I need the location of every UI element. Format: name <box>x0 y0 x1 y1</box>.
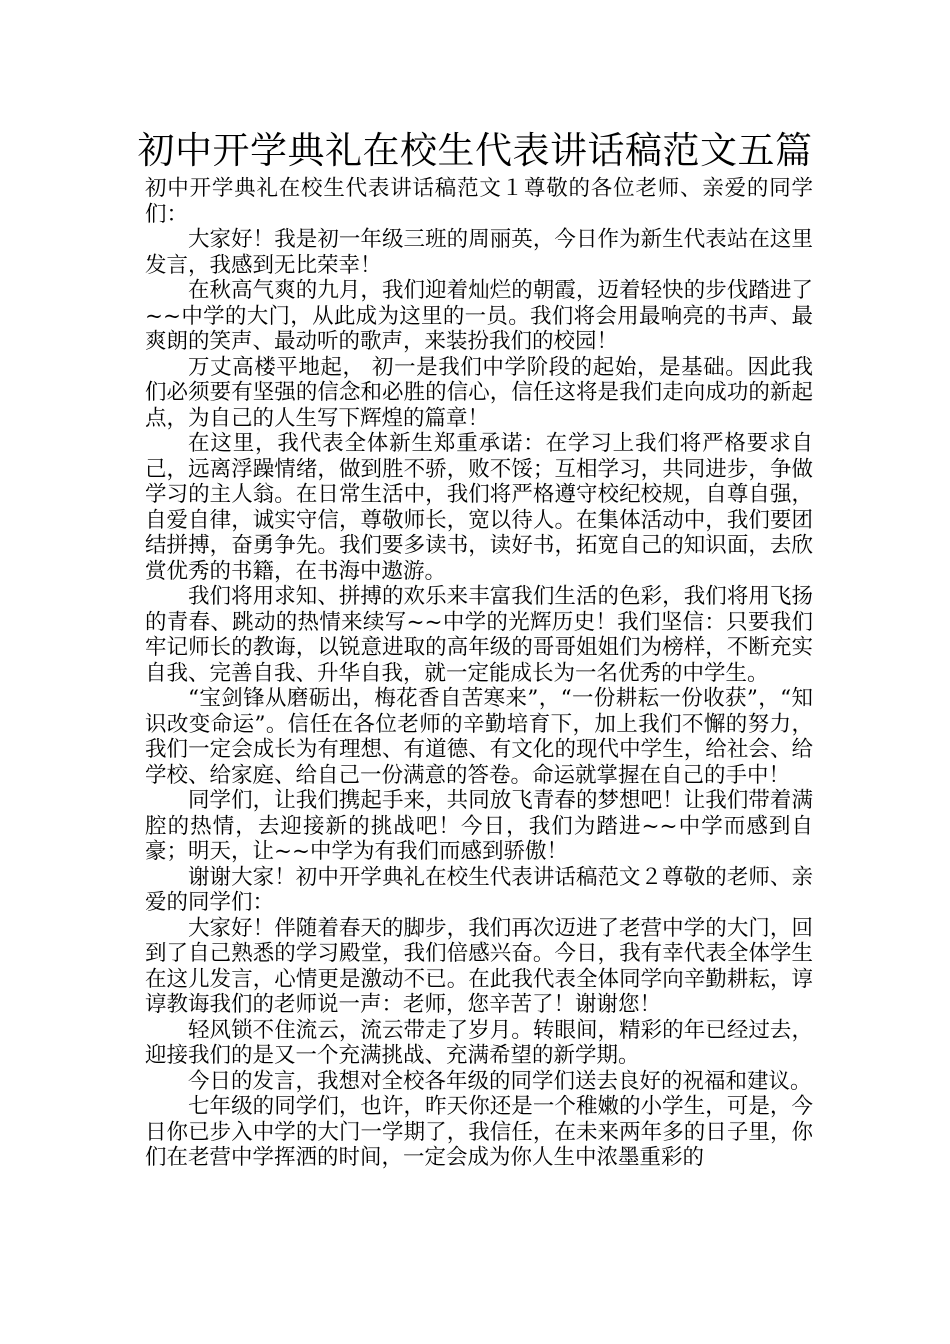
paragraph: 谢谢大家！初中开学典礼在校生代表讲话稿范文２尊敬的老师、亲爱的同学们： <box>145 864 813 915</box>
document-body <box>145 176 813 1171</box>
paragraph: 初中开学典礼在校生代表讲话稿范文１尊敬的各位老师、亲爱的同学们： <box>145 176 813 227</box>
document-title: 初中开学典礼在校生代表讲话稿范文五篇 <box>137 129 813 172</box>
paragraph: 轻风锁不住流云，流云带走了岁月。转眼间，精彩的年已经过去，迎接我们的是又一个充满挑战、充满希望的新学期。 <box>145 1017 813 1068</box>
paragraph: 大家好！伴随着春天的脚步，我们再次迈进了老营中学的大门，回到了自己熟悉的学习殿堂，我们倍感兴奋。今日，我有幸代表全体学生在这儿发言，心情更是激动不已。在此我代表全体同学向辛勤耕耘，谆谆教诲我们的老师说一声：老师，您辛苦了！谢谢您！ <box>145 915 813 1017</box>
paragraph: 在秋高气爽的九月，我们迎着灿烂的朝霞，迈着轻快的步伐踏进了~~中学的大门，从此成为这里的一员。我们将会用最响亮的书声、最爽朗的笑声、最动听的歌声，来装扮我们的校园！ <box>145 278 813 354</box>
paragraph: 我们将用求知、拼搏的欢乐来丰富我们生活的色彩，我们将用飞扬的青春、跳动的热情来续写~~中学的光辉历史！我们坚信：只要我们牢记师长的教诲，以锐意进取的高年级的哥哥姐姐们为榜样，不断充实自我、完善自我、升华自我，就一定能成长为一名优秀的中学生。 <box>145 584 813 686</box>
paragraph: 今日的发言，我想对全校各年级的同学们送去良好的祝福和建议。 <box>188 1068 812 1094</box>
paragraph: 万丈高楼平地起， 初一是我们中学阶段的起始，是基础。因此我们必须要有坚强的信念和必胜的信心，信任这将是我们走向成功的新起点，为自己的人生写下辉煌的篇章！ <box>145 354 813 431</box>
paragraph: “宝剑锋从磨砺出，梅花香自苦寒来”，“一份耕耘一份收获”，“知识改变命运”。信任在各位老师的辛勤培育下，加上我们不懈的努力，我们一定会成长为有理想、有道德、有文化的现代中学生，给社会、给学校、给家庭、给自己一份满意的答卷。命运就掌握在自己的手中！ <box>145 686 813 788</box>
paragraph: 同学们，让我们携起手来，共同放飞青春的梦想吧！让我们带着满腔的热情，去迎接新的挑战吧！今日，我们为踏进~~中学而感到自豪；明天，让~~中学为有我们而感到骄傲！ <box>145 788 813 864</box>
paragraph: 七年级的同学们，也许，昨天你还是一个稚嫩的小学生，可是，今日你已步入中学的大门一学期了，我信任，在未来两年多的日子里，你们在老营中学挥洒的时间，一定会成为你人生中浓墨重彩的 <box>145 1094 813 1170</box>
paragraph: 在这里，我代表全体新生郑重承诺：在学习上我们将严格要求自己，远离浮躁情绪，做到胜不骄，败不馁；互相学习，共同进步，争做学习的主人翁。在日常生活中，我们将严格遵守校纪校规，自尊自强，自爱自律，诚实守信，尊敬师长，宽以待人。在集体活动中，我们要团结拼搏，奋勇争先。我们要多读书，读好书，拓宽自己的知识面，去欣赏优秀的书籍，在书海中遨游。 <box>145 431 813 584</box>
paragraph: 大家好！我是初一年级三班的周丽英，今日作为新生代表站在这里发言，我感到无比荣幸！ <box>145 227 813 278</box>
